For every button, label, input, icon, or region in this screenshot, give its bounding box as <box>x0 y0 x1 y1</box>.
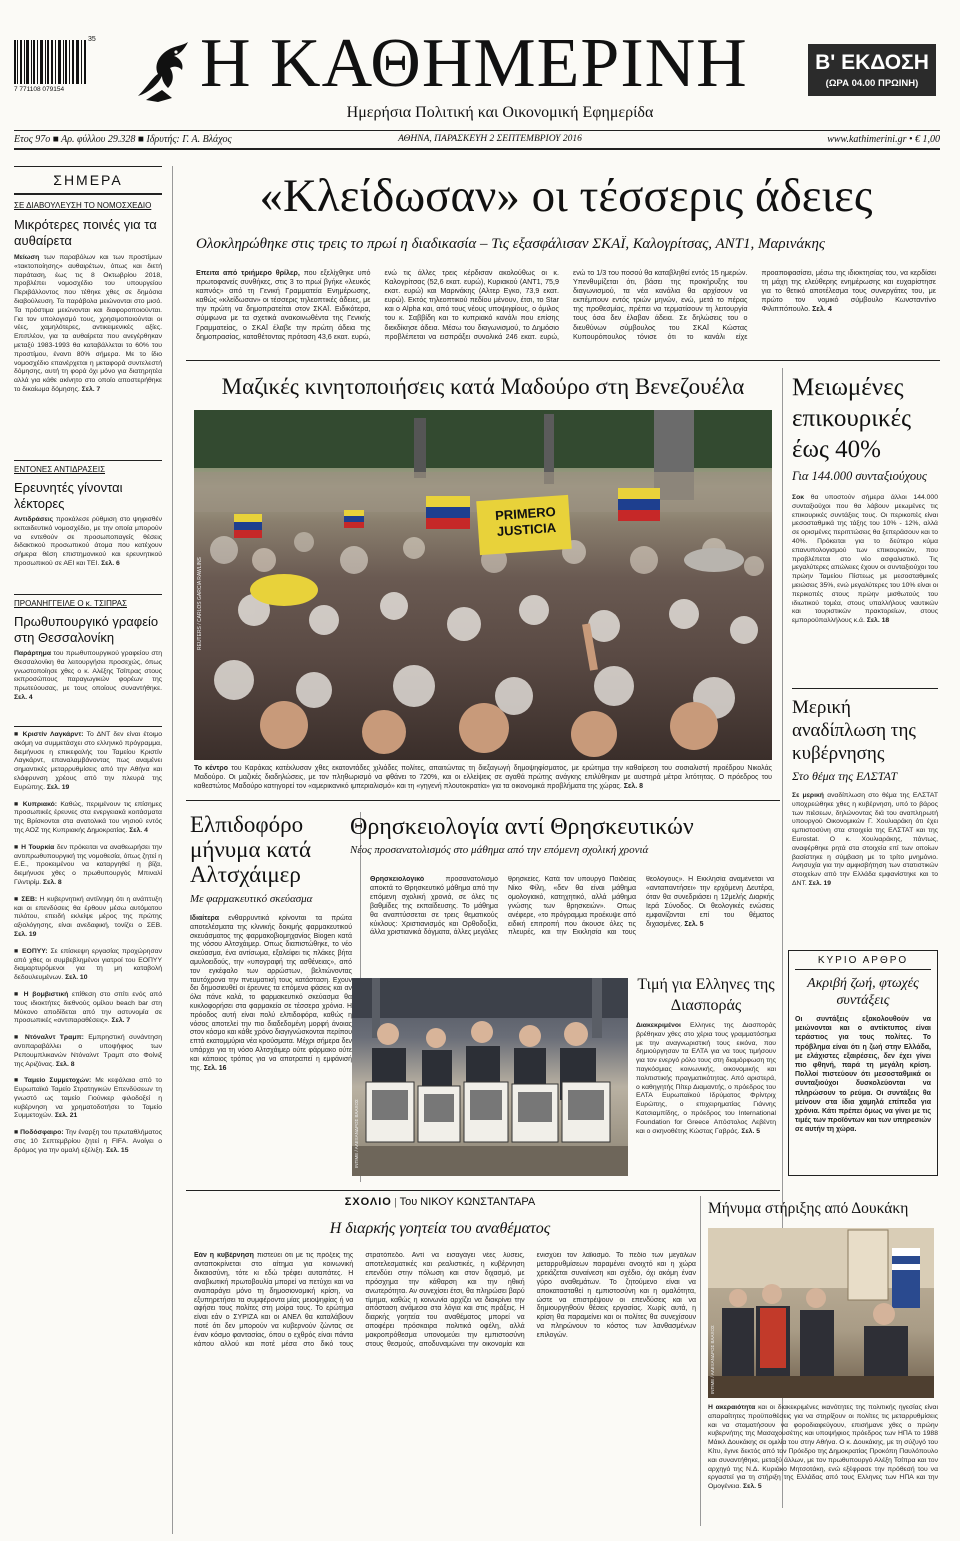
editorial-body: Οι συντάξεις εξακολουθούν να μειώνονται και ο αντίκτυπος είναι τεράστιος για τους πολίτες. Το πρόβλημα είναι ότι η ζωή στην Ελλάδα, με ελάχιστες εξαιρέσεις, δεν έχει γίνει πιο φθηνή, παρά τη μεγάλη κρίση. Πολλοί πιστεύουν ότι μεσοσταθμικά οι συνταξιούχοι δυσκολεύονται να πληρώσουν το ρεύμα. Οι συντάξεις θα μείνουν στα ίδια χαμηλά επίπεδα για χρόνια. Κάτι πρέπει όμως να γίνει με τις τιμές των προϊόντων και των υπηρεσιών σε αυτήν τη χώρα. <box>795 1016 931 1134</box>
alzheimer-headline: Ελπιδοφόρο μήνυμα κατά Αλτσχάιμερ <box>190 812 312 887</box>
brief-arbitrary <box>14 200 162 395</box>
column-author: Του ΝΙΚΟΥ ΚΩΝΣΤΑΝΤΑΡΑ <box>399 1196 536 1208</box>
column-separator: | <box>394 1196 400 1208</box>
edition-time: (ΩΡΑ 04.00 ΠΡΩΙΝΗ) <box>825 78 919 89</box>
website-link[interactable]: www.kathimerini.gr <box>827 134 907 145</box>
elstat-headline: Μερική αναδίπλωση της κυβέρνησης <box>792 697 916 764</box>
pensions-story <box>792 372 938 626</box>
brief-title: Πρωθυπουργικό γραφείο στη Θεσσαλονίκη <box>14 614 159 645</box>
sidebar <box>14 166 162 1534</box>
brief-researchers <box>14 460 162 569</box>
sidebar-header: ΣΗΜΕΡΑ <box>53 172 123 188</box>
sidebar-vertical-rule <box>172 166 173 1534</box>
brief-text: Παράρτημα του πρωθυπουργικού γραφείου στη Θεσσαλονίκη θα λειτουργήσει προσεχώς, όπως γνωστοποίησε χθες ο κ. Αλέξης Τσίπρας στους εκπροσώπους παραγωγικών φορέων της πρωτεύουσας, με τους οποίους συναντήθηκε. Σελ. 4 <box>14 650 162 701</box>
list-item: ■ ΣΕΒ: Η κυβερνητική αντίληψη ότι η ανάπτυξη και οι επενδύσεις θα έρθουν μέσω αυτόματου πιλότου, επειδή εκλείψε μέρος της πρώτης αξιολόγησης, είναι ανεδαφική, τονίζει ο ΣΕΒ. Σελ. 19 <box>14 895 162 938</box>
barcode-number: 7 771108 079154 <box>14 86 65 93</box>
religion-subhead: Νέος προσανατολισμός στο μάθημα από την επόμενη σχολική χρονιά <box>350 844 649 856</box>
editorial-box <box>788 950 938 1176</box>
list-item: ■ Κριστίν Λαγκάρντ: Το ΔΝΤ δεν είναι έτοιμο ακόμη να συμμετάσχει στο ελληνικό πρόγραμμα, διεμήνυσε η επικεφαλής του Ταμείου Κριστίν Λαγκάρντ, επαναλαμβάνοντας πως αναμένει σημαντικές μεταρρυθμίσεις από την Αθήνα και ελάφρυνση χρέους από την πλευρά της Ευρώπης. Σελ. 19 <box>14 731 162 791</box>
elstat-body: Σε μερική αναδίπλωση στο θέμα της ΕΛΣΤΑΤ υποχρεώθηκε χθες η κυβέρνηση, υπό το βάρος των πιέσεων, δηλώνοντας διά του αναπληρωτή υπουργού Οικονομικών Γ. Χουλιαράκη ότι έχει εμπιστοσύνη στα στοιχεία της ΕΛΣΤΑΤ και της Eurostat. Ο κ. Χουλιαράκης, πάντως, αναφέρθηκε ρητά στα στοιχεία επί των οποίων βασίστηκε η σύμβαση με το τρίτο μνημόνιο. Ανησυχία για την αμφισβήτηση των στατιστικών στοιχείων από την Ελλάδα εμφανίστηκε και το ΔΝΤ. Σελ. 19 <box>792 792 938 887</box>
venezuela-caption: Το κέντρο του Καράκας κατέκλυσαν χθες εκατοντάδες χιλιάδες πολίτες, απαιτώντας τη διεξαγωγή δημοψηφίσματος, με ερώτημα την καθαίρεση του σοσιαλιστή προέδρου Νικολάς Μαδούρο. Οι μαζικές διαδηλώσεις, με τον πληθωρισμό να φθάνει το 720%, και οι ελλείψεις σε αγαθά πρώτης ανάγκης επιλύθηκαν με αυστηρά μέτρα λιτότητας. Ο πρόεδρος του καθεστώτος Μαδούρο κατηγορεί τον «αμερικανικό ιμπεριαλισμό» και τη «γηγενή πλουτοκρατία» για τα οικονομικά προβλήματα της χώρας. Σελ. 8 <box>194 765 772 790</box>
list-item: ■ Η βομβιστική επίθεση στο σπίτι ενός από τους ιδιοκτήτες διεθνούς ομίλου beach bar στη Μύκονο αποδίδεται από την αστυνομία σε προσωπικές «αντιπαραθέσεις». Σελ. 7 <box>14 990 162 1025</box>
dukakis-body: Η ακεραιότητα και οι διακεκριμένες ικανότητες της πολιτικής ηγεσίας είναι απαραίτητες προϋποθέσεις για να στηρίξουν οι πολίτες τις μεταρρυθμίσεις και να σταματήσουν να φοροδιαφεύγουν, επισήμανε χθες ο πρώην κυβερνήτης της Μασαχουσέτης και υποψήφιος πρόεδρος των ΗΠΑ το 1988 Μάικλ Δουκάκης σε ομιλία του στην Αθήνα. Ο κ. Δουκάκης, με τη σύζυγό του Κίτυ, έγινε δεκτός από τον Πρόεδρο της Δημοκρατίας Προκόπη Παυλόπουλο και συναντήθηκε, μεταξύ άλλων, με τον πρωθυπουργό Αλέξη Τσίπρα και τον αρχηγό της Ν.Δ. Κυριάκο Μητσοτάκη, ενώ εξέφρασε την πρόθεσή του να εργαστεί για τη στήριξη της Ελλάδας από τους Ελληνες των ΗΠΑ και την Ομογένεια. Σελ. 5 <box>708 1404 938 1491</box>
list-item: ■ Ντόναλντ Τραμπ: Εμπρηστική συνάντηση αντιπαραβάλλει ο υποψήφιος των Ρεπουμπλικανών Ντόναλντ Τραμπ στο Φοίνιξ της Αριζόνας. Σελ. 8 <box>14 1034 162 1068</box>
masthead <box>0 0 960 150</box>
list-item: ■ ΕΟΠΥΥ: Σε επίσκεψη εργασίας προχώρησαν από χθες οι συμβεβλημένοι γιατροί του ΕΟΠΥΥ διαμαρτυρόμενοι για τη μη καταβολή δεδουλευμένων. Σελ. 10 <box>14 947 162 982</box>
editorial-kicker: ΚΥΡΙΟ ΑΡΘΡΟ <box>795 955 931 970</box>
lead-body: Επειτα από τριήμερο θρίλερ, που εξελίχθηκε υπό πρωτοφανείς συνθήκες, στις 3 το πρωί βγήκε «λευκός καπνός» από τη Γενική Γραμματεία Ενημέρωσης, καθώς «κλείδωσαν» οι τέσσερις τηλεοπτικές άδειες, με την πρώτη να δημοπρατείται στον ΣΚΑΪ. Ειδικότερα, σύμφωνα με τα σχετικά ανακοινωθέντα της Γενικής Γραμματείας, ο ΣΚΑΪ έλαβε την πρώτη άδεια της δημοπρασίας, καταθέτοντας πρόταση 43,6 εκατ. ευρώ, ενώ τις άλλες τρεις κέρδισαν ακολούθως οι κ. Καλογρίτσας (52,6 εκατ. ευρώ), Κυριακού (ΑΝΤ1, 75,9 εκατ. ευρώ) και Μαρινάκης (Αλτερ Εγκο, 73,9 εκατ. ευρώ). Εκτός τηλεοπτικού πεδίου μένουν, έτσι, το Star και ο Alpha και, από τους νέους υποψηφίους, ο όμιλος του κ. Σαββίδη και το κυπριακό κανάλι που επίσης διεκδίκησε άδεια. Μέσω του διαγωνισμού, το Δημόσιο προβλέπεται να εισπράξει συνολικά 246 εκατ. ευρώ, ενώ το 1/3 του ποσού θα καταβληθεί εντός 15 ημερών. Υπενθυμίζεται ότι, βάσει της προκήρυξης του διαγωνισμού, τα νέα κανάλια θα αρχίσουν να εκπέμπουν εντός τριών μηνών, ενώ, μετά το πέρας της προθεσμίας, πρέπει να τερματίσουν τη λειτουργία τους όσα δεν έλαβαν άδεια. Σε δηλώσεις του ο διευθύνων σύμβουλος του ΣΚΑΪ Κώστας Κυπουρόπουλος τόνισε ότι το κανάλι είχε προαποφασίσει, μέσω της ιδιοκτησίας του, να κερδίσει τη μάχη της ελεύθερης ενημέρωσης και ευχαρίστησε για το θετικό αποτέλεσμα τους συνεργάτες του, με πρώτο τον νομικό σύμβουλο Κωνσταντίνο Φιλιππόπουλο. Σελ. 4 <box>196 268 936 341</box>
diaspora-photo <box>352 978 628 1176</box>
divider <box>792 688 938 689</box>
brief-title: Ερευνητές γίνονται λέκτορες <box>14 480 123 511</box>
diaspora-story <box>636 974 776 1184</box>
edition-label: Β' ΕΚΔΟΣΗ <box>815 51 929 74</box>
barcode <box>14 36 106 94</box>
pensions-body: Σοκ θα υποστούν σήμερα άλλοι 144.000 συνταξιούχοι που θα λάβουν μειωμένες τις επικουρικές συντάξεις τους. Οι περικοπές είναι μεσοσταθμικά της τάξης του 10% - 12%, αλλά σε ορισμένες περιπτώσεις θα ξεπεράσουν και το 40%. Πρόκειται για το δεύτερο κύμα επανυπολογισμού των επικουρικών, που προβλέπεται στο νέο ασφαλιστικό. Τις μεγαλύτερες απώλειες έχουν οι συνταξιούχοι του πρώην Ταμείου Πίστεως με μεσοσταθμικές μειώσεις 35%, ενώ μεγαλύτερες του 10% είναι οι περικοπές στους πρώην μισθωτούς του ιδιωτικού τομέα, στους υπαλλήλους ναυτικών και τουριστικών πρακτορείων, στους εμποροϋπαλλήλους κ.ά. Σελ. 18 <box>792 494 938 625</box>
alzheimer-subhead: Με φαρμακευτικό σκεύασμα <box>190 893 313 905</box>
brief-title: Μικρότερες ποινές για τα αυθαίρετα <box>14 217 157 248</box>
photo-credit: ΙΝΤΙΜΕ / ΑΛΕΞΑΝΔΡΟΣ ΒΛΑΧΟΣ <box>710 1325 715 1394</box>
list-item: ■ Κυπριακό: Καθώς, περιμένουν τις επίσημες προσωπικές έρευνες στα ενεργειακά κοιτάσματα της Βρίσκονται στα ανατολικά του νησιού εντός της ΑΟΖ της Κυπριακής Δημοκρατίας. Σελ. 4 <box>14 800 162 834</box>
religion-headline: Θρησκειολογία αντί Θρησκευτικών <box>350 814 694 840</box>
issue-info: Ετος 97ο ■ Αρ. φύλλου 29.328 ■ Ιδρυτής: Γ. Α. Βλάχος <box>14 134 232 145</box>
briefs-list <box>14 726 162 1164</box>
year: Ετος 97ο <box>14 134 51 145</box>
lead-rule <box>186 360 940 361</box>
column-rule <box>186 1190 780 1191</box>
diaspora-body: Διακεκριμένοι Ελληνες της Διασποράς βρέθηκαν χθες στο χέρια τους γραμματόσημα με την αναγνωριστική τους εικόνα, που δημιούργησαν τα ΕΛΤΑ για να τους τιμήσουν για τον ενεργό ρόλο τους στη διαμόρφωση της παγκόσμιας κοινωνικής, οικονομικής και πολιτιστικής πραγματικότητας. Από αριστερά, ο καθηγητής Πίτερ Διαμαντής, ο πρόεδρος του ΕΛΤΑ Ευρωπαϊκού Ιδρύματος Φρίντριχ Ευρώπης, ο επιχειρηματίας Γιάννης Κατσιαμπίδης, ο πρόεδρος του International Foundation for Greece Απόστολος Λεβέντη και ο σκηνοθέτης Κώστας Γαβράς. Σελ. 5 <box>636 1022 776 1135</box>
price-info: www.kathimerini.gr • € 1,00 <box>827 134 940 145</box>
column-vertical-rule <box>700 1196 701 1526</box>
religion-body: Θρησκειολογικό προσανατολισμό αποκτά το Θρησκευτικό μάθημα από την επόμενη σχολική χρονιά, σε όλες τις βαθμίδες της εκπαίδευσης. Το μάθημα θα αναπτύσσεται σε τρεις θεματικούς κύκλους: Χριστιανισμός και Ορθοδοξία, άλλα χριστιανικά δόγματα, άλλες μεγάλες θρησκείες. Κατά τον υπουργό Παιδείας Νίκο Φίλη, «δεν θα είναι μάθημα ομολογιακό, κατηχητικό, αλλά μάθημα γνώσης των θρησκειών». Οπως ανέφερε, «το πρόγραμμα προέκυψε από ειδική επιτροπή που άκουσε όλες τις πλευρές, και την Εκκλησία και τους θεολόγους». Η Εκκλησία αναμένεται να «ανταπαντήσει» την ερχόμενη Δευτέρα, όταν θα συνεδριάσει η 12μελής Διαρκής Ιερά Σύνοδος. Οι θεολογικές ενώσεις εμφανίζονται επί του θέματος διχασμένες. Σελ. 5 <box>370 876 774 937</box>
photo-credit: REUTERS / CARLOS GARCIA RAWLINS <box>197 557 203 650</box>
list-item: ■ Ταμείο Συμμετοχών: Με κεφάλαια από το Ευρωπαϊκό Ταμείο Στρατηγικών Επενδύσεων τη γνωστό ως ταμείο Γιούνκερ φιλοδοξεί η κυβέρνηση να χρηματοδοτήσει το Ταμείο Συμμετοχών. Σελ. 21 <box>14 1077 162 1120</box>
edition-box <box>808 44 936 96</box>
alzheimer-story <box>190 812 352 1192</box>
masthead-rule-top <box>14 130 940 131</box>
divider <box>14 726 162 727</box>
pensions-headline: Μειωμένες επικουρικές έως 40% <box>792 374 911 463</box>
newspaper-subtitle: Ημερήσια Πολιτική και Οικονομική Εφημερίδα <box>346 104 654 121</box>
lead-subhead: Ολοκληρώθηκε στις τρεις το πρωί η διαδικασία – Τις εξασφάλισαν ΣΚΑΪ, Καλογρίτσας, ΑΝΤ1, Μαρινάκης <box>196 236 826 252</box>
column-headline: Η διαρκής γοητεία του αναθέματος <box>329 1220 551 1237</box>
newspaper-title: Η ΚΑΘΗΜΕΡΙΝΗ <box>200 26 748 102</box>
venezuela-banner: PRIMERO JUSTICIA <box>494 503 557 540</box>
editorial-headline: Ακριβή ζωή, φτωχές συντάξεις <box>807 976 919 1008</box>
griffin-logo-icon <box>128 36 198 106</box>
kicker: ΠΡΟΑΝΗΓΓΕΙΛΕ Ο κ. ΤΣΙΠΡΑΣ <box>14 599 127 608</box>
sheet-number: Αρ. φύλλου 29.328 <box>61 134 136 145</box>
venezuela-headline: Μαζικές κινητοποιήσεις κατά Μαδούρο στη Βενεζουέλα <box>221 374 745 399</box>
column-body: Εάν η κυβέρνηση πιστεύει ότι με τις πρόξεις της ανταποκρίνεται στο αίτημα για κοινωνική δικαιοσύνη, τότε κι εδώ τρέφει αυταπάτες. Η αναβιωτική πρωτοβουλία μπορεί να πετύχει και να αναπαράγει μόνο τη δημοσιονομική κρίση, να εξυπηρετήσει τα συμφέροντα μίας μειοψηφίας ή να αφήσει τους πολίτες στη μοίρα τους. Το ερώτημα είναι εάν ο ΣΥΡΙΖΑ και οι ΑΝΕΛ θα καταλάβουν ποτέ ότι δεν μπορούν να κυβερνούν ζώντας σε έναν κόσμο φαντασίας, όπου ο εχθρός είναι πάντα κάπου αλλού και ποτέ μέσα στο δικό τους στρατόπεδο. Αντί να εισαγάγει νέες λύσεις, αποτελεσματικές και ρεαλιστικές, η κυβέρνηση επενδύει στην πόλωση και στον διχασμό, με πρόσχημα την κάθαρση και την ηθική ανωτερότητα. Αν συνεχίσει έτσι, θα πληρώσει βαρύ τίμημα, καθώς η κοινωνία αρχίζει να διακρίνει την απόσταση ανάμεσα στα λόγια και στις πράξεις. Η διαρκής γοητεία του αναθέματος μπορεί να αποφέρει πρόσκαιρα πολιτικά οφέλη, αλλά μακροπρόθεσμα υπονομεύει την εμπιστοσύνη στους θεσμούς, αποδυναμώνει την οικονομία και ενισχύει τον λαϊκισμό. Το πεδίο των μεγάλων μεταρρυθμίσεων παραμένει ανοιχτό και η χώρα χρειάζεται συναίνεση και σχέδιο, όχι ακόμη έναν γύρο αναθεμάτων. Το ζητούμενο είναι να αποκατασταθεί η εμπιστοσύνη και η ομαλότητα, ώστε να επιστρέψουν οι επενδύσεις και να δημιουργηθούν θέσεις εργασίας. Χωρίς αυτά, η κρίση θα παραμείνει και οι πολίτες θα συνεχίσουν να πληρώνουν το κόστος των λανθασμένων επιλογών. <box>194 1252 696 1349</box>
pensions-subhead: Για 144.000 συνταξιούχους <box>792 469 927 483</box>
sidebar-rule <box>14 166 162 167</box>
dukakis-headline: Μήνυμα στήριξης από Δουκάκη <box>708 1200 909 1217</box>
kicker: ΣΕ ΔΙΑΒΟΥΛΕΥΣΗ ΤΟ ΝΟΜΟΣΧΕΔΙΟ <box>14 201 152 210</box>
venezuela-photo <box>194 410 772 760</box>
sidebar-rule-2 <box>14 193 162 195</box>
barcode-bars <box>14 40 88 88</box>
list-item: ■ Ποδόσφαιρο: Την έναρξη του πρωταθλήματος στις 10 Σεπτεμβρίου ζητεί η FIFA. Ανοίγει ο δρόμος για την ομαλή εξέλιξη. Σελ. 15 <box>14 1129 162 1154</box>
masthead-rule-bottom <box>14 148 940 150</box>
alzheimer-body: Ιδιαίτερα ενθαρρυντικά κρίνονται τα πρώτα αποτελέσματα της κλινικής δοκιμής φαρμακευτικού σκευάσματος της φαρμακοβιομηχανίας Biogen κατά της νόσου Αλτσχάιμερ. Οπως διαπιστώθηκε, το νέο σκεύασμα, ένα αντίσωμα, εξαλείφει τις πλάκες βήτα αμυλοειδούς, την «υπογραφή της ασθένειας», από τον εγκέφαλο των αρρώστων, βελτιώνοντας ταυτόχρονα την πνευματική τους κατάσταση. Εχουν δει δημοσιευθεί οι έρευνες τα επόμενα φάσεις και αν όλα πάνε καλά, το φαρμακευτικό σκεύασμα θα κυκλοφορήσει στα φαρμακεία σε τέσσερα χρόνια. Η πρόοδος αυτή είναι πολύ ελπιδοφόρα, καθώς η νόσος αποτελεί την πιο διαδεδομένη μορφή άνοιας στον κόσμο και κάθε χρόνο διαγιγνώσκονται περίπου επτά εκατομμύρια νέα κρούσματα. Μέχρι σήμερα δεν υπάρχει για τη νόσο Αλτσχάιμερ ούτε φάρμακο ούτε και κάποιος τρόπος για να αποτραπεί η εμφάνισή της. Σελ. 16 <box>190 915 352 1072</box>
divider <box>14 460 162 461</box>
brief-text: Μείωση των παραβόλων και των προστίμων «τακτοποίησης» αυθαιρέτων, όπως και διετή παράταση, έως τις 8 Οκτωβρίου 2018, προβλέπει νομοσχέδιο του υπουργείου Περιβάλλοντος που τέθηκε χθες σε δημόσια διαβούλευση. Τα παράβολα μειώνονται στο μισό. Τα πρόστιμα μειώνονται και διαφοροποιούνται. Για τον υπολογισμό τους, χρησιμοποιούνται οι νέες, χαμηλότερες, αντικειμενικές αξίες. Επιπλέον, για τα αυθαίρετα που ανεγέρθηκαν μεταξύ 1983-1993 θα καταβάλλεται το 60% του προστίμου, έναντι 80% σήμερα. Με το ίδιο νομοσχέδιο επανέρχεται η μεταφορά συντελεστή δόμησης, αυτή τη φορά όχι μόνο για διατηρητέα αλλά για κάθε ακίνητο στο οποίο αποστερήθηκε το δικαίωμα δόμησης. Σελ. 7 <box>14 254 162 393</box>
founder: Ιδρυτής: Γ. Α. Βλάχος <box>146 134 232 145</box>
list-item: ■ Η Τουρκία δεν πρόκειται να αναθεωρήσει την αντιπρωθυπουργική της νομοθεσία, όπως ζητεί η Ε.Ε., προκειμένου να καταργηθεί η βίζα, διεμήνυσε χθες ο πρωθυπουργός Μπιναλί Γιλντιρίμ. Σελ. 8 <box>14 843 162 886</box>
price: € 1,00 <box>915 134 940 145</box>
elstat-subhead: Στο θέμα της ΕΛΣΤΑΤ <box>792 769 898 783</box>
diaspora-headline: Τιμή για Ελληνες της Διασποράς <box>637 976 775 1014</box>
elstat-story <box>792 696 938 889</box>
dukakis-photo <box>708 1228 934 1398</box>
column-header <box>190 1196 690 1208</box>
brief-text: Αντιδράσεις προκάλεσε ρύθμιση στο ψηφισθέν εκπαιδευτικό νομοσχέδιο, με την οποία μπορούν να εντεθούν σε προσωποπαγείς θέσεις διδακτικού προσωπικού άτομα που κατέχουν σήμερα θέση επιστημονικού και ερευνητικού προσωπικού σε ΑΕΙ και ΤΕΙ. Σελ. 6 <box>14 516 162 567</box>
brief-pm-office <box>14 594 162 703</box>
barcode-issue: 35 <box>88 36 96 43</box>
religion-story <box>350 812 778 856</box>
lead-headline: «Κλείδωσαν» οι τέσσερις άδειες <box>259 170 873 222</box>
kicker: ΕΝΤΟΝΕΣ ΑΝΤΙΔΡΑΣΕΙΣ <box>14 465 106 474</box>
venezuela-rule <box>186 800 780 801</box>
dateline: ΑΘΗΝΑ, ΠΑΡΑΣΚΕΥΗ 2 ΣΕΠΤΕΜΒΡΙΟΥ 2016 <box>398 134 582 144</box>
divider <box>14 594 162 595</box>
photo-credit: ΙΝΤΙΜΕ / ΑΛΕΞΑΝΔΡΟΣ ΒΛΑΧΟΣ <box>354 1099 359 1168</box>
column-kicker: ΣΧΟΛΙΟ <box>344 1196 392 1208</box>
